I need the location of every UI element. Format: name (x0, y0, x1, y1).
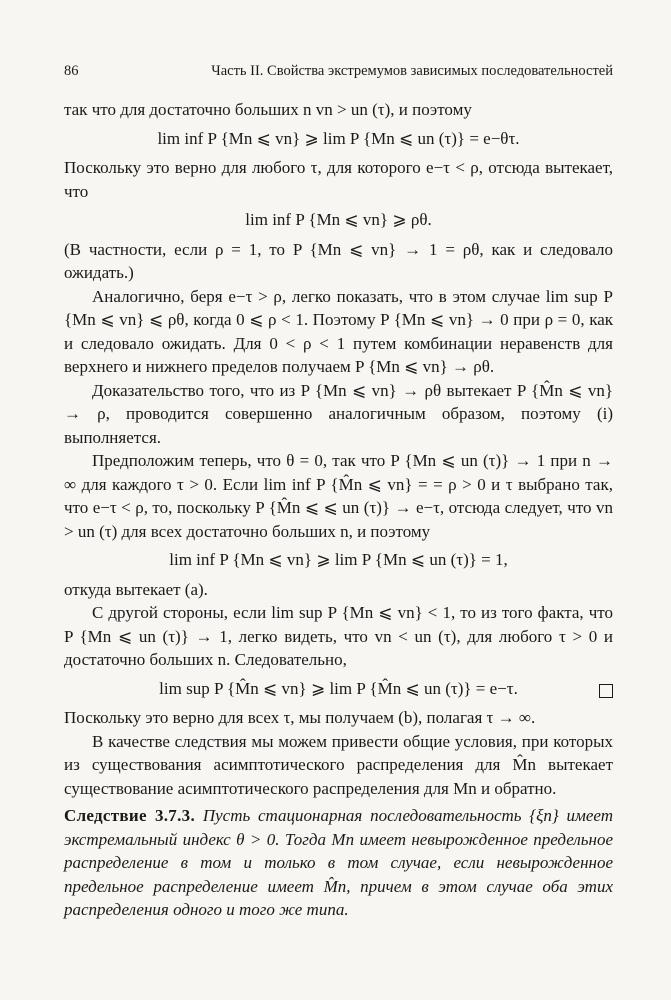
formula-4: lim sup P {M̂n ⩽ vn} ⩾ lim P {M̂n ⩽ un (τ)} = e−τ. (159, 678, 518, 698)
formula-4-row (64, 677, 613, 701)
paragraph-8: С другой стороны, если lim sup P {Mn ⩽ vn} < 1, то из того факта, что P {Mn ⩽ un (τ)} → 1, легко видеть, что vn < un (τ), для любого τ > 0 и достаточно больших n. Следовательно, (64, 603, 613, 669)
paragraph-3: (В частности, если ρ = 1, то P {Mn ⩽ vn} → 1 = ρθ, как и следовало ожидать.) (64, 239, 613, 282)
formula-2: lim inf P {Mn ⩽ vn} ⩾ ρθ. (245, 210, 432, 229)
page-header (64, 60, 613, 84)
paragraph-2: Поскольку это верно для любого τ, для которого e−τ < ρ, отсюда вытекает, что (64, 158, 613, 201)
corollary (64, 804, 613, 922)
page-number: 86 (64, 63, 79, 79)
paragraph-10: В качестве следствия мы можем привести общие условия, при которых из существования асимптотического распределения для M̂n вытекает существование асимптотического распределения для Mn и обратно. (64, 731, 613, 798)
running-title: Часть II. Свойства экстремумов зависимых последовательностей (211, 63, 613, 79)
corollary-text: Пусть стационарная последовательность {ξn} имеет экстремальный индекс θ > 0. Тогда Mn имеет невырожденное предельное распределение в том и только в том случае, если невырожденное предельное распределение имеет M̂n, причем в этом случае оба этих распределения одного и того же типа. (64, 806, 614, 919)
corollary-label: Следствие 3.7.3. (64, 806, 196, 825)
formula-1: lim inf P {Mn ⩽ vn} ⩾ lim P {Mn ⩽ un (τ)} = e−θτ. (157, 128, 520, 148)
paragraph-5: Доказательство того, что из P {Mn ⩽ vn} → ρθ вытекает P {M̂n ⩽ vn} → ρ, проводится совершенно аналогичным образом, поэтому (i) выполняется. (64, 380, 613, 447)
page-body (64, 98, 613, 922)
paragraph-9: Поскольку это верно для всех τ, мы получаем (b), полагая τ → ∞. (64, 708, 536, 727)
paragraph-6: Предположим теперь, что θ = 0, так что P {Mn ⩽ un (τ)} → 1 при n → ∞ для каждого τ > 0. Если lim inf P {M̂n ⩽ vn} = = ρ > 0 и τ выбрано так, что e−τ < ρ, то, поскольку P {M̂n ⩽ ⩽ un (τ)} → e−τ, отсюда следует, что vn > un (τ) для всех достаточно больших n, и поэтому (64, 451, 613, 541)
paragraph-7: откуда вытекает (a). (64, 579, 208, 599)
paragraph-1: так что для достаточно больших n vn > un (τ), и поэтому (64, 100, 472, 119)
qed-square-icon (599, 684, 613, 698)
paragraph-4: Аналогично, беря e−τ > ρ, легко показать, что в этом случае lim sup P {Mn ⩽ vn} ⩽ ρθ, когда 0 ⩽ ρ < 1. Поэтому P {Mn ⩽ vn} → 0 при ρ = 0, как и следовало ожидать. Для 0 < ρ < 1 путем комбинации неравенств для верхнего и нижнего пределов получаем P {Mn ⩽ vn} → ρθ. (64, 286, 613, 376)
formula-3: lim inf P {Mn ⩽ vn} ⩾ lim P {Mn ⩽ un (τ)} = 1, (169, 550, 508, 569)
